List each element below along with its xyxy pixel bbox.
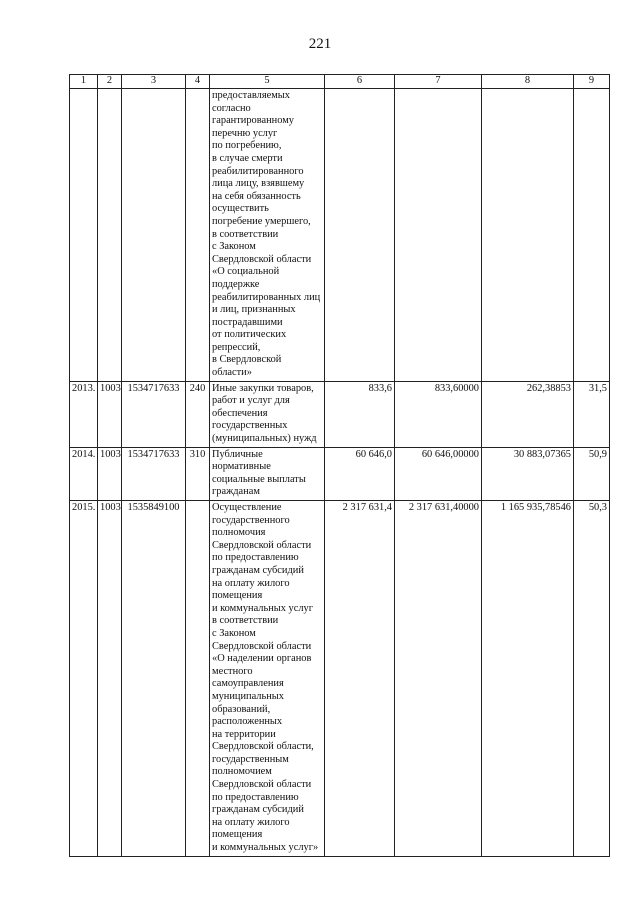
approved-amount-cell: 60 646,00000 (395, 447, 482, 500)
column-header: 1 (70, 75, 98, 89)
column-header: 2 (98, 75, 122, 89)
executed-amount-cell: 262,38853 (482, 381, 574, 447)
expense-type-cell (186, 89, 210, 382)
column-header: 3 (122, 75, 186, 89)
description-cell: Осуществление государственного полномочия Свердловской области по предоставлению гражданам субсидий на оплату жилого помещения и коммунальных услуг в соответствии с Законом Свердловской области «О наделении органов местного самоуправления муниципальных образований, расположенных на территории Свердловской области, государственным полномочием Свердловской области по предоставлению гражданам субсидий на оплату жилого помещения и коммунальных услуг» (210, 501, 325, 857)
row-number-cell: 2014. (70, 447, 98, 500)
row-number-cell (70, 89, 98, 382)
percent-cell (574, 89, 610, 382)
approved-amount-cell (395, 89, 482, 382)
target-article-cell: 1534717633 (122, 447, 186, 500)
approved-amount-cell: 833,60000 (395, 381, 482, 447)
percent-cell: 31,5 (574, 381, 610, 447)
column-header: 9 (574, 75, 610, 89)
row-number-cell: 2015. (70, 501, 98, 857)
section-code-cell: 1003 (98, 381, 122, 447)
approved-amount-cell: 2 317 631,40000 (395, 501, 482, 857)
target-article-cell: 1535849100 (122, 501, 186, 857)
description-cell: Публичные нормативные социальные выплаты гражданам (210, 447, 325, 500)
percent-cell: 50,3 (574, 501, 610, 857)
column-header: 7 (395, 75, 482, 89)
expense-type-cell: 240 (186, 381, 210, 447)
target-article-cell (122, 89, 186, 382)
plan-amount-cell (325, 89, 395, 382)
target-article-cell: 1534717633 (122, 381, 186, 447)
row-number-cell: 2013. (70, 381, 98, 447)
description-cell: предоставляемых согласно гарантированному перечню услуг по погребению, в случае смерти реабилитированного лица лицу, взявшему на себя обязанность осуществить погребение умершего, в соответствии с Законом Свердловской области «О социальной поддержке реабилитированных лиц и лиц, признанных пострадавшими от политических репрессий, в Свердловской области» (210, 89, 325, 382)
section-code-cell (98, 89, 122, 382)
description-cell: Иные закупки товаров, работ и услуг для обеспечения государственных (муниципальных) нужд (210, 381, 325, 447)
table-row (70, 89, 610, 382)
table-row (70, 501, 610, 857)
column-header: 8 (482, 75, 574, 89)
expense-type-cell (186, 501, 210, 857)
column-header: 5 (210, 75, 325, 89)
budget-table (69, 74, 610, 857)
page-number: 221 (308, 36, 332, 52)
section-code-cell: 1003 (98, 501, 122, 857)
executed-amount-cell: 1 165 935,78546 (482, 501, 574, 857)
table-row (70, 447, 610, 500)
plan-amount-cell: 833,6 (325, 381, 395, 447)
executed-amount-cell: 30 883,07365 (482, 447, 574, 500)
percent-cell: 50,9 (574, 447, 610, 500)
plan-amount-cell: 2 317 631,4 (325, 501, 395, 857)
section-code-cell: 1003 (98, 447, 122, 500)
table-row (70, 381, 610, 447)
table-header-row (70, 75, 610, 89)
executed-amount-cell (482, 89, 574, 382)
plan-amount-cell: 60 646,0 (325, 447, 395, 500)
expense-type-cell: 310 (186, 447, 210, 500)
column-header: 6 (325, 75, 395, 89)
column-header: 4 (186, 75, 210, 89)
